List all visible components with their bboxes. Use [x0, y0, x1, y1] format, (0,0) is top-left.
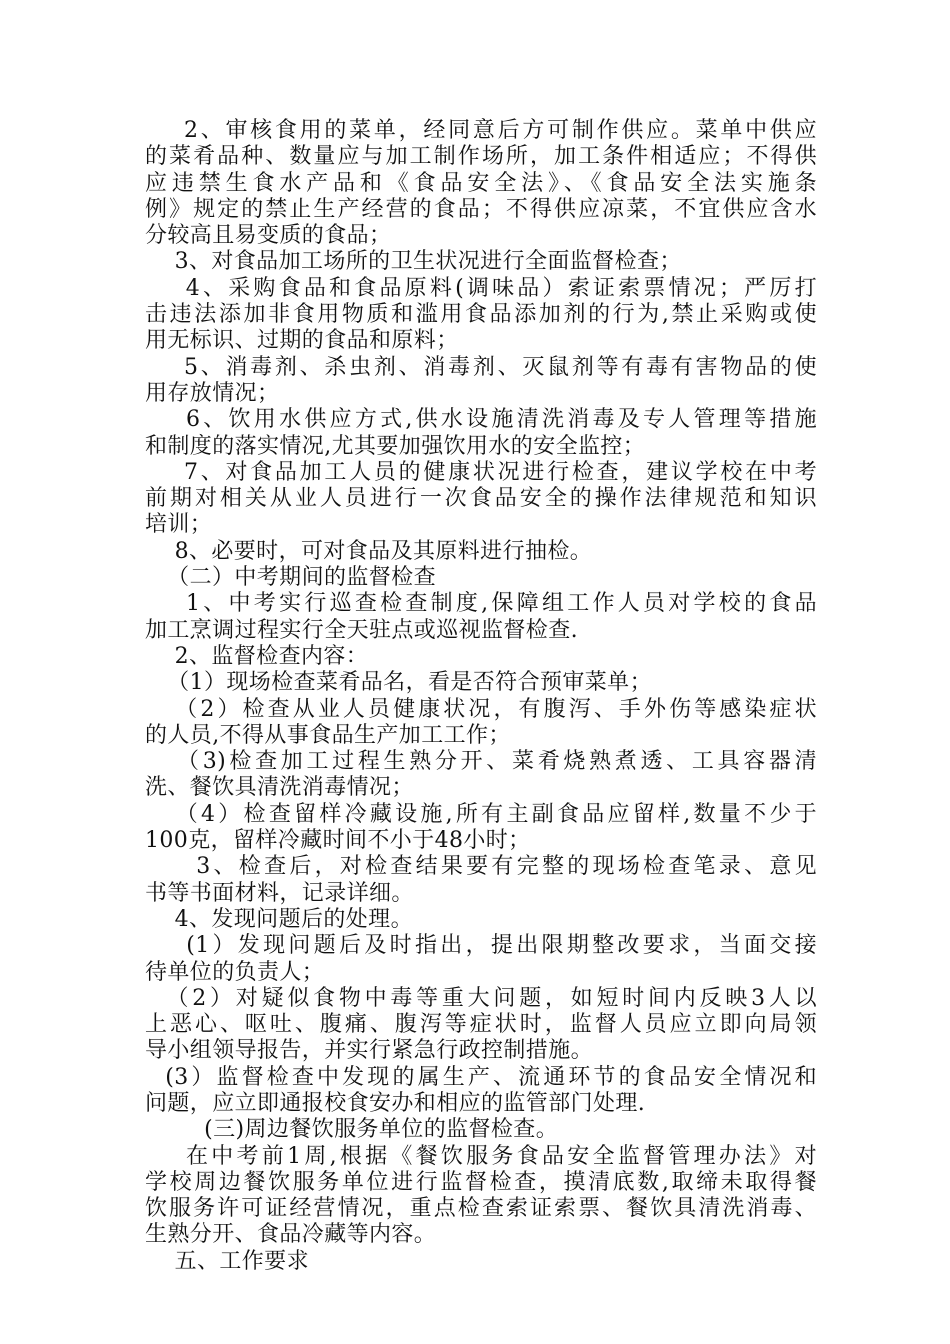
text-line: 2、审核食用的菜单，经同意后方可制作供应。菜单中供应	[145, 118, 817, 143]
text-line: （1）现场检查菜肴品名，看是否符合预审菜单；	[145, 670, 652, 696]
text-line: 用无标识、过期的食品和原料；	[145, 328, 459, 354]
text-line: 饮服务许可证经营情况，重点检查索证索票、餐饮具清洗消毒、	[145, 1196, 817, 1222]
text-line: （3)检查加工过程生熟分开、菜肴烧熟煮透、工具容器清	[145, 749, 817, 775]
section-heading: (三)周边餐饮服务单位的监督检查。	[145, 1117, 559, 1143]
text-line: 导小组领导报告，并实行紧急行政控制措施。	[145, 1038, 594, 1064]
text-line: 7、对食品加工人员的健康状况进行检查，建议学校在中考	[145, 459, 817, 485]
text-line: 上恶心、呕吐、腹痛、腹泻等症状时，监督人员应立即向局领	[145, 1012, 817, 1038]
text-line: 1、中考实行巡查检查制度,保障组工作人员对学校的食品	[145, 591, 817, 617]
text-line: 书等书面材料，记录详细。	[145, 880, 414, 906]
text-line: 用存放情况；	[145, 380, 280, 406]
text-line: 加工烹调过程实行全天驻点或巡视监督检查.	[145, 617, 578, 643]
section-heading: 五、工作要求	[145, 1248, 309, 1274]
text-line: 和制度的落实情况,尤其要加强饮用水的安全监控；	[145, 433, 646, 459]
text-line: 培训；	[145, 512, 213, 538]
text-line: 的人员,不得从事食品生产加工工作；	[145, 722, 511, 748]
text-line: 5、消毒剂、杀虫剂、消毒剂、灭鼠剂等有毒有害物品的使	[145, 354, 817, 380]
text-line: 生熟分开、食品冷藏等内容。	[145, 1222, 437, 1248]
text-line: 100克，留样冷藏时间不小于48小时；	[145, 828, 531, 854]
text-line: 的菜肴品种、数量应与加工制作场所，加工条件相适应；不得供	[145, 144, 817, 170]
body-text	[145, 118, 817, 1275]
text-line: 例》规定的禁止生产经营的食品；不得供应凉菜，不宜供应含水	[145, 196, 817, 222]
text-line: 问题，应立即通报校食安办和相应的监管部门处理.	[145, 1090, 646, 1116]
text-line: （2）对疑似食物中毒等重大问题，如短时间内反映3人以	[145, 985, 817, 1011]
text-line: 前期对相关从业人员进行一次食品安全的操作法律规范和知识	[145, 486, 817, 512]
text-line: 6、饮用水供应方式,供水设施清洗消毒及专人管理等措施	[145, 407, 817, 433]
text-line: 3、检查后，对检查结果要有完整的现场检查笔录、意见	[145, 854, 817, 880]
text-line: 4、采购食品和食品原料(调味品）索证索票情况；严厉打	[145, 275, 817, 301]
text-line: 8、必要时，可对食品及其原料进行抽检。	[145, 538, 593, 564]
text-line: 击违法添加非食用物质和滥用食品添加剂的行为,禁止采购或使	[145, 302, 817, 328]
text-line: 2、监督检查内容：	[145, 643, 369, 669]
text-line: 3、对食品加工场所的卫生状况进行全面监督检查；	[145, 249, 682, 275]
text-line: 分较高且易变质的食品；	[145, 223, 392, 249]
text-line: (1）发现问题后及时指出，提出限期整改要求，当面交接	[145, 933, 817, 959]
text-line: （4）检查留样冷藏设施,所有主副食品应留样,数量不少于	[145, 801, 817, 827]
text-line: 洗、餐饮具清洗消毒情况；	[145, 775, 414, 801]
text-line: 4、发现问题后的处理。	[145, 906, 413, 932]
text-line: 待单位的负责人；	[145, 959, 325, 985]
text-line: 应违禁生食水产品和《食品安全法》、《食品安全法实施条	[145, 170, 817, 196]
section-heading: （二）中考期间的监督检查	[145, 565, 436, 591]
text-line: (3）监督检查中发现的属生产、流通环节的食品安全情况和	[145, 1064, 817, 1090]
text-line: 在中考前1周,根据《餐饮服务食品安全监督管理办法》对	[145, 1143, 817, 1169]
text-line: （2）检查从业人员健康状况，有腹泻、手外伤等感染症状	[145, 696, 817, 722]
text-line: 学校周边餐饮服务单位进行监督检查，摸清底数,取缔未取得餐	[145, 1169, 817, 1195]
